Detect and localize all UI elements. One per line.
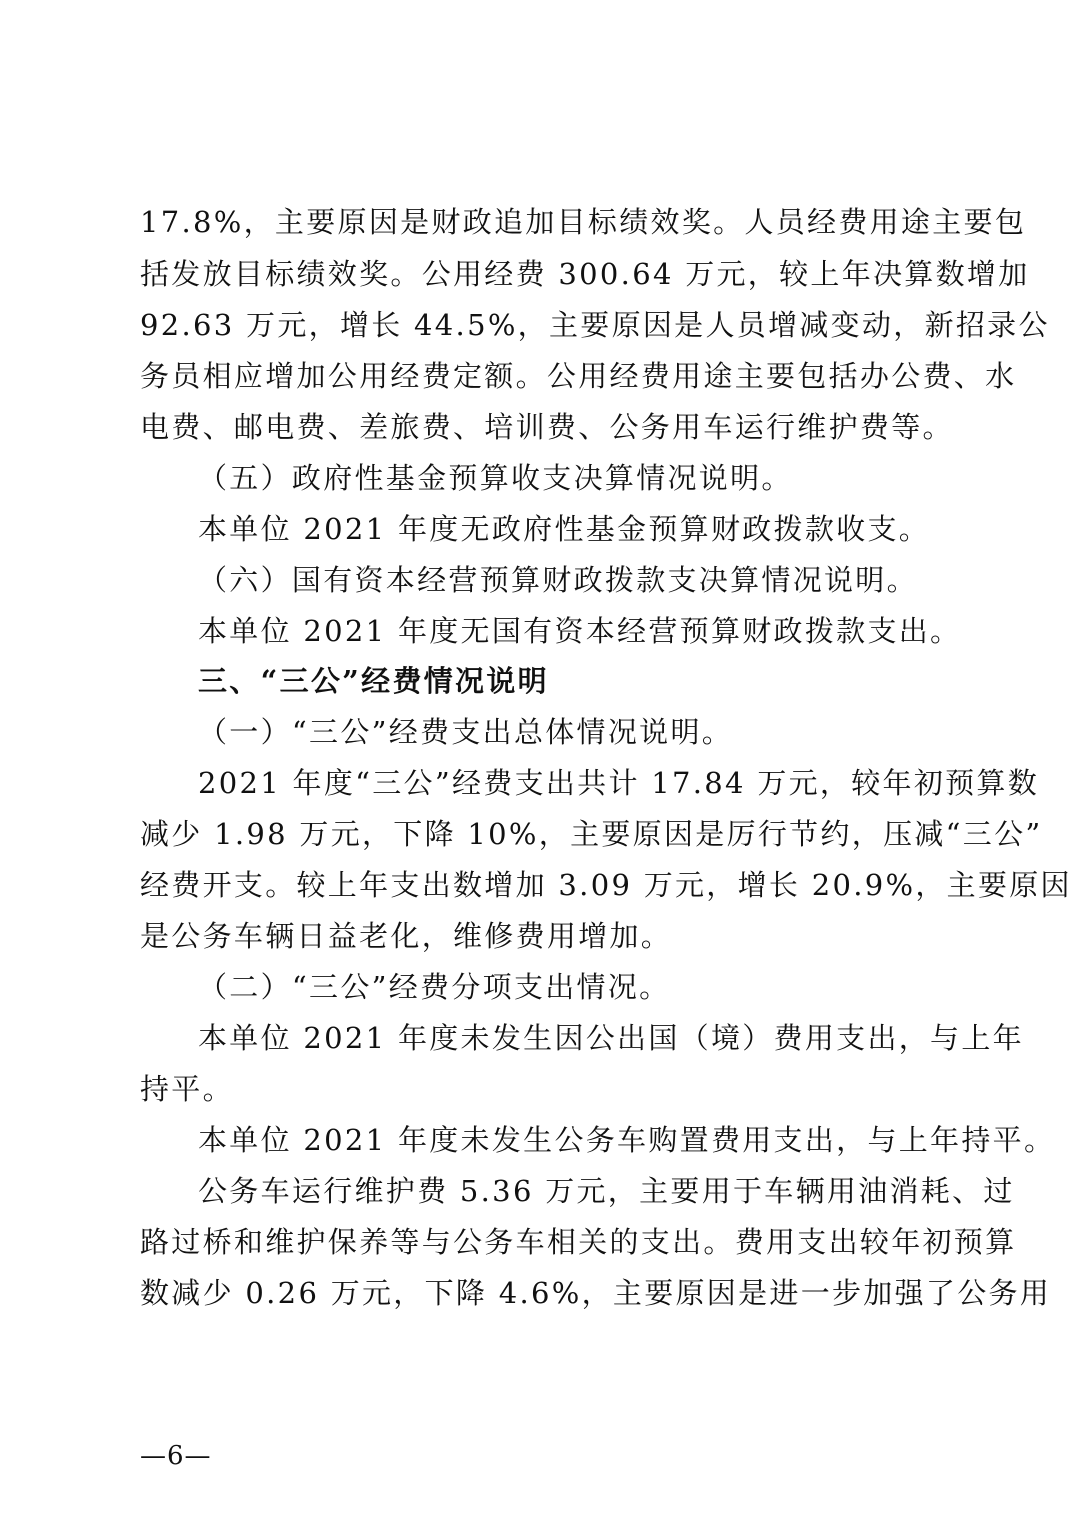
body-line: 本单位 2021 年度无国有资本经营预算财政拨款支出。 — [198, 614, 962, 648]
body-line: 17.8%，主要原因是财政追加目标绩效奖。人员经费用途主要包 — [140, 205, 1027, 239]
chapter-heading: 三、“三公”经费情况说明 — [198, 664, 549, 698]
body-line: 2021 年度“三公”经费支出共计 17.84 万元，较年初预算数 — [198, 766, 1040, 800]
body-line: 路过桥和维护保养等与公务车相关的支出。费用支出较年初预算 — [140, 1225, 1017, 1259]
body-line: 本单位 2021 年度未发生因公出国（境）费用支出，与上年 — [198, 1021, 1024, 1055]
section-heading: （一）“三公”经费支出总体情况说明。 — [198, 715, 734, 749]
page-number: —6— — [140, 1441, 212, 1471]
body-line: 电费、邮电费、差旅费、培训费、公务用车运行维护费等。 — [140, 410, 954, 444]
section-heading: （二）“三公”经费分项支出情况。 — [198, 970, 671, 1004]
body-line: 数减少 0.26 万元，下降 4.6%，主要原因是进一步加强了公务用 — [140, 1276, 1052, 1310]
body-line: 公务车运行维护费 5.36 万元，主要用于车辆用油消耗、过 — [198, 1174, 1015, 1208]
section-heading: （五）政府性基金预算收支决算情况说明。 — [198, 461, 793, 495]
section-heading: （六）国有资本经营预算财政拨款支决算情况说明。 — [198, 563, 918, 597]
body-line: 本单位 2021 年度无政府性基金预算财政拨款收支。 — [198, 512, 931, 546]
body-line: 92.63 万元，增长 44.5%，主要原因是人员增减变动，新招录公 — [140, 308, 1050, 342]
body-line: 务员相应增加公用经费定额。公用经费用途主要包括办公费、水 — [140, 359, 1017, 393]
body-line: 括发放目标绩效奖。公用经费 300.64 万元，较上年决算数增加 — [140, 257, 1030, 291]
body-line: 减少 1.98 万元，下降 10%，主要原因是厉行节约，压减“三公” — [140, 817, 1043, 851]
body-line: 经费开支。较上年支出数增加 3.09 万元，增长 20.9%，主要原因 — [140, 868, 1072, 902]
body-line: 本单位 2021 年度未发生公务车购置费用支出，与上年持平。 — [198, 1123, 1056, 1157]
body-line: 持平。 — [140, 1072, 234, 1106]
body-line: 是公务车辆日益老化，维修费用增加。 — [140, 919, 673, 953]
